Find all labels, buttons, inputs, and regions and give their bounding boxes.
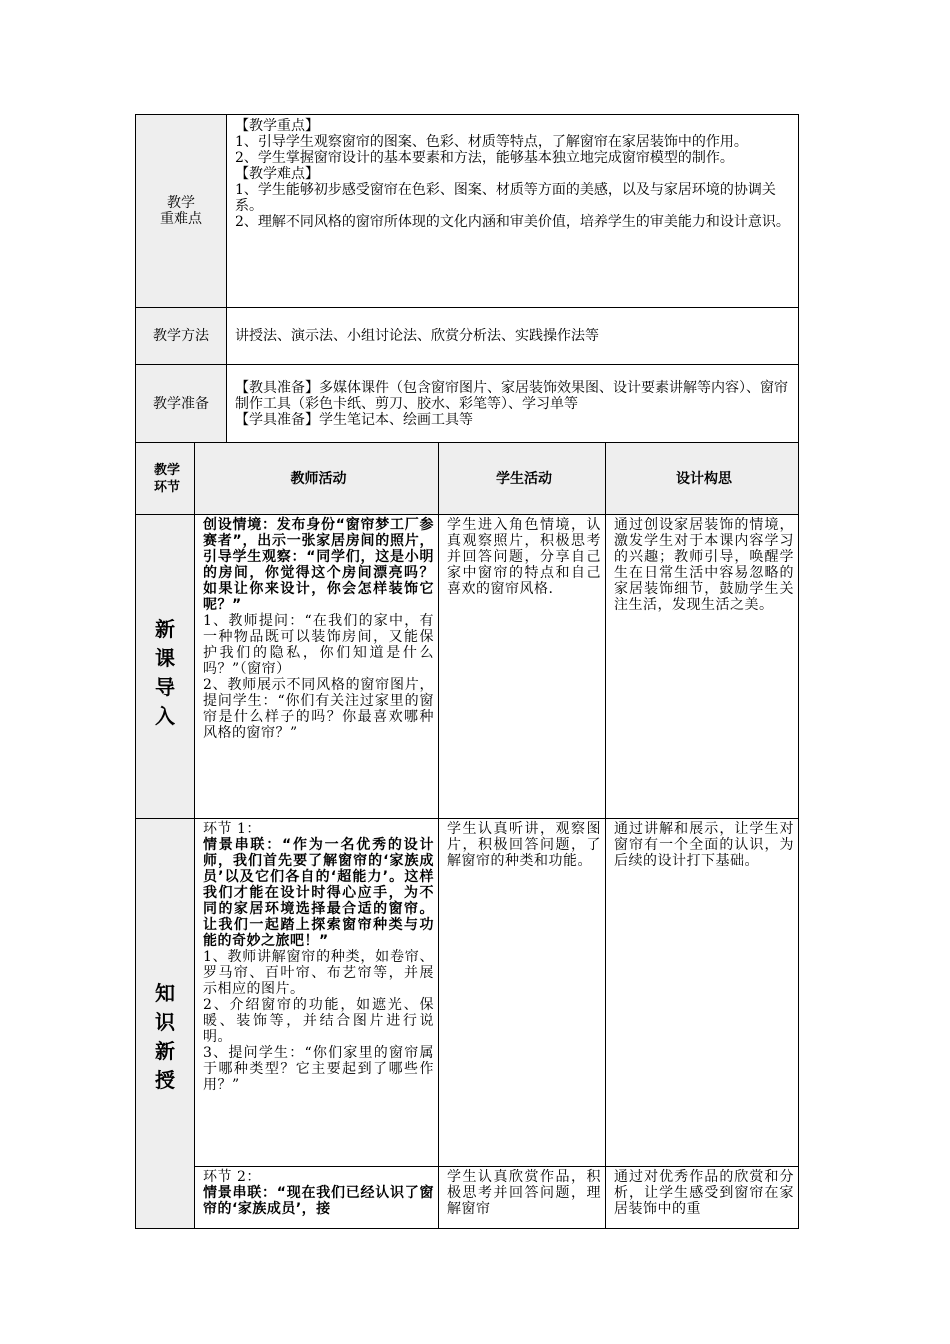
- activities-table: [135, 442, 799, 1229]
- intro-step-item: 1、教师提问：“在我们的家中，有一种物品既可以装饰房间，又能保护我们的隐私，你们知道是什么吗？”（窗帘）: [203, 613, 434, 677]
- difficult-points-heading: 【教学难点】: [235, 166, 319, 182]
- intro-teacher-activity: [195, 515, 439, 819]
- key-point-item: 1、引导学生观察窗帘的图案、色彩、材质等特点，了解窗帘在家居装饰中的作用。: [235, 134, 748, 150]
- step1-item: 3、提问学生：“你们家里的窗帘属于哪种类型？它主要起到了哪些作用？”: [203, 1045, 434, 1093]
- lesson-plan-page: [135, 114, 798, 1229]
- lesson-info-table: [135, 114, 799, 443]
- intro-student-activity: 学生进入角色情境，认真观察照片，积极思考并回答问题，分享自己家中窗帘的特点和自己喜欢的窗帘风格.: [439, 515, 606, 819]
- difficult-point-item: 2、理解不同风格的窗帘所体现的文化内涵和审美价值，培养学生的审美能力和设计意识。: [235, 214, 790, 230]
- prep-content: [227, 365, 799, 443]
- header-step: 教学 环节: [136, 443, 195, 515]
- step1-scenario: 情景串联：“作为一名优秀的设计师，我们首先要了解窗帘的‘家族成员’以及它们各自的‘超能力’。这样我们才能在设计时得心应手，为不同的家居环境选择最合适的窗帘。让我们一起踏上探索窗帘种类与功能的奇妙之旅吧！”: [203, 837, 434, 949]
- step1-student-activity: 学生认真听讲，观察图片，积极回答问题，了解窗帘的种类和功能。: [439, 819, 606, 1167]
- header-design: 设计构思: [606, 443, 799, 515]
- stage-new-knowledge: 知 识 新 授: [136, 819, 195, 1229]
- intro-design-idea: 通过创设家居装饰的情境，激发学生对于本课内容学习的兴趣；教师引导，唤醒学生在日常生活中容易忽略的家居装饰细节，鼓励学生关注生活，发现生活之美。: [606, 515, 799, 819]
- step1-item: 1、教师讲解窗帘的种类，如卷帘、罗马帘、百叶帘、布艺帘等，并展示相应的图片。: [203, 949, 434, 997]
- step2-scenario: 情景串联：“现在我们已经认识了窗帘的‘家族成员’，接: [203, 1185, 434, 1217]
- student-prep: 【学具准备】学生笔记本、绘画工具等: [235, 411, 473, 428]
- step2-student-activity: 学生认真欣赏作品，积极思考并回答问题，理解窗帘: [439, 1167, 606, 1229]
- step2-teacher-activity: [195, 1167, 439, 1229]
- key-point-item: 2、学生掌握窗帘设计的基本要素和方法，能够基本独立地完成窗帘模型的制作。: [235, 150, 734, 166]
- step2-design-idea: 通过对优秀作品的欣赏和分析，让学生感受到窗帘在家居装饰中的重: [606, 1167, 799, 1229]
- step1-item: 2、介绍窗帘的功能，如遮光、保暖、装饰等，并结合图片进行说明。: [203, 997, 434, 1045]
- key-points-label: 教学 重难点: [136, 115, 227, 308]
- prep-label: 教学准备: [136, 365, 227, 443]
- methods-label: 教学方法: [136, 308, 227, 365]
- intro-scenario: 创设情境：发布身份“窗帘梦工厂参赛者”，出示一张家居房间的照片，引导学生观察：“同学们，这是小明的房间，你觉得这个房间漂亮吗？如果让你来设计，你会怎样装饰它呢？”: [203, 517, 434, 613]
- step2-label: 环节 2：: [203, 1169, 261, 1185]
- stage-intro: 新 课 导 入: [136, 515, 195, 819]
- step1-design-idea: 通过讲解和展示，让学生对窗帘有一个全面的认识，为后续的设计打下基础。: [606, 819, 799, 1167]
- key-points-heading: 【教学重点】: [235, 118, 319, 134]
- step1-label: 环节 1：: [203, 821, 261, 837]
- header-student: 学生活动: [439, 443, 606, 515]
- step1-teacher-activity: [195, 819, 439, 1167]
- intro-step-item: 2、教师展示不同风格的窗帘图片，提问学生：“你们有关注过家里的窗帘是什么样子的吗？你最喜欢哪种风格的窗帘？”: [203, 677, 434, 741]
- key-points-content: [227, 115, 799, 308]
- methods-content: 讲授法、演示法、小组讨论法、欣赏分析法、实践操作法等: [227, 308, 799, 365]
- header-teacher: 教师活动: [195, 443, 439, 515]
- teacher-prep: 【教具准备】多媒体课件（包含窗帘图片、家居装饰效果图、设计要素讲解等内容）、窗帘制作工具（彩色卡纸、剪刀、胶水、彩笔等）、学习单等: [235, 379, 788, 412]
- difficult-point-item: 1、学生能够初步感受窗帘在色彩、图案、材质等方面的美感，以及与家居环境的协调关系。: [235, 182, 776, 214]
